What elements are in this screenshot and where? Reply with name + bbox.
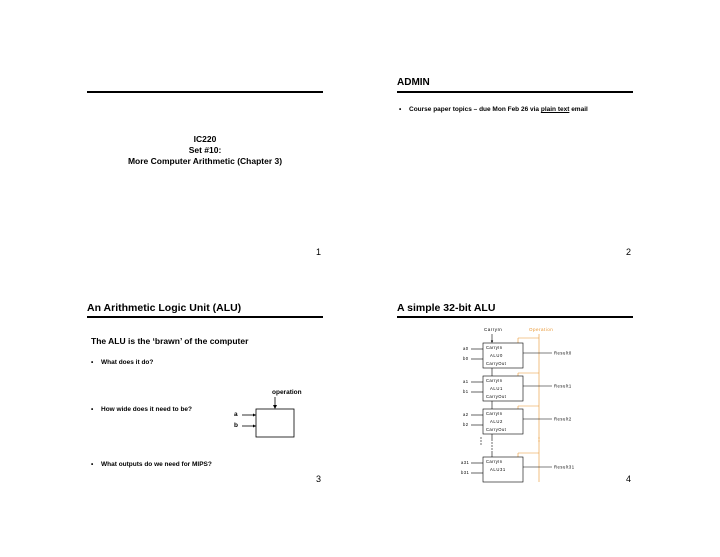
alu32-diagram [455,322,590,487]
slide3-top-rule [87,316,323,318]
slide4-title: A simple 32-bit ALU [397,302,496,314]
alu2-a-label: a2 [463,412,469,417]
bullet-dot: • [91,359,94,366]
alu-block-diagram [228,385,308,440]
alu31-a-label: a31 [461,460,470,465]
slide3-subtitle: The ALU is the ‘brawn’ of the computer [91,336,249,346]
alu0-name: ALU0 [490,353,503,358]
operation-top-label: Operation [529,327,554,332]
alu31-carry-in: CarryIn [486,459,503,464]
slide1-title-line-3: More Computer Arithmetic (Chapter 3) [127,156,283,166]
slide3-bullet-1 [91,359,153,366]
alu1-carry-out: CarryOut [486,394,507,399]
slide3-title: An Arithmetic Logic Unit (ALU) [87,302,242,314]
alu31-name: ALU31 [490,467,506,472]
slide3-bullet-2 [91,406,192,413]
alu-unit-2 [463,409,572,441]
bullet-dot: • [399,106,402,113]
slide3-bullet-2-text: How wide does it need to be? [101,406,193,413]
slide1-title-block [87,134,323,167]
input-b-arrow [253,425,256,428]
alu-unit-0 [463,343,572,376]
alu2-b-label: b2 [463,422,469,427]
alu1-result: Result1 [554,383,572,389]
slide3-bullet-3-text: What outputs do we need for MIPS? [101,461,212,468]
carry-in-arrow [491,341,493,344]
alu1-name: ALU1 [490,386,503,391]
alu0-b-label: b0 [463,356,469,361]
slide1-page-number: 1 [316,247,322,257]
alu0-result: Result0 [554,350,572,356]
alu-unit-1 [463,376,572,409]
slide1-top-rule [87,91,323,93]
alu1-a-label: a1 [463,379,469,384]
slide2-page-number: 2 [626,247,632,257]
slide1-title-line-1: IC220 [193,134,217,144]
slide1-title-line-2: Set #10: [188,145,222,155]
input-a-label: a [234,411,238,418]
alu31-result: Result31 [554,464,575,470]
slide3-bullet-1-text: What does it do? [101,359,154,366]
input-b-label: b [234,422,238,429]
slide4-page-number: 4 [626,474,632,484]
alu1-carry-in: CarryIn [486,378,503,383]
slide2-bullet [399,106,588,113]
operation-arrow [273,405,277,409]
input-a-arrow [253,414,256,417]
alu0-carry-out: CarryOut [486,361,507,366]
alu0-carry-in: CarryIn [486,345,503,350]
ellipsis-dots [480,437,539,449]
slide2-bullet-text: Course paper topics – due Mon Feb 26 via [409,106,541,113]
operation-label: operation [272,389,302,396]
slide4-top-rule [397,316,633,318]
alu2-result: Result2 [554,416,572,422]
alu0-a-label: a0 [463,346,469,351]
alu1-b-label: b1 [463,389,469,394]
alu-box [256,409,294,437]
alu-unit-31 [461,457,575,482]
bullet-dot: • [91,461,94,468]
slide2-top-rule [397,91,633,93]
slide2-bullet-suffix: email [569,106,588,113]
carry-in-top-label: CarryIn [484,327,503,332]
slide3-page-number: 3 [316,474,322,484]
alu2-carry-out: CarryOut [486,427,507,432]
bullet-dot: • [91,406,94,413]
slide3-bullet-3 [91,461,212,468]
alu31-b-label: b31 [461,470,470,475]
alu2-carry-in: CarryIn [486,411,503,416]
alu2-name: ALU2 [490,419,503,424]
plain-text-link[interactable]: plain text [540,106,570,113]
slide2-title: ADMIN [397,77,430,88]
